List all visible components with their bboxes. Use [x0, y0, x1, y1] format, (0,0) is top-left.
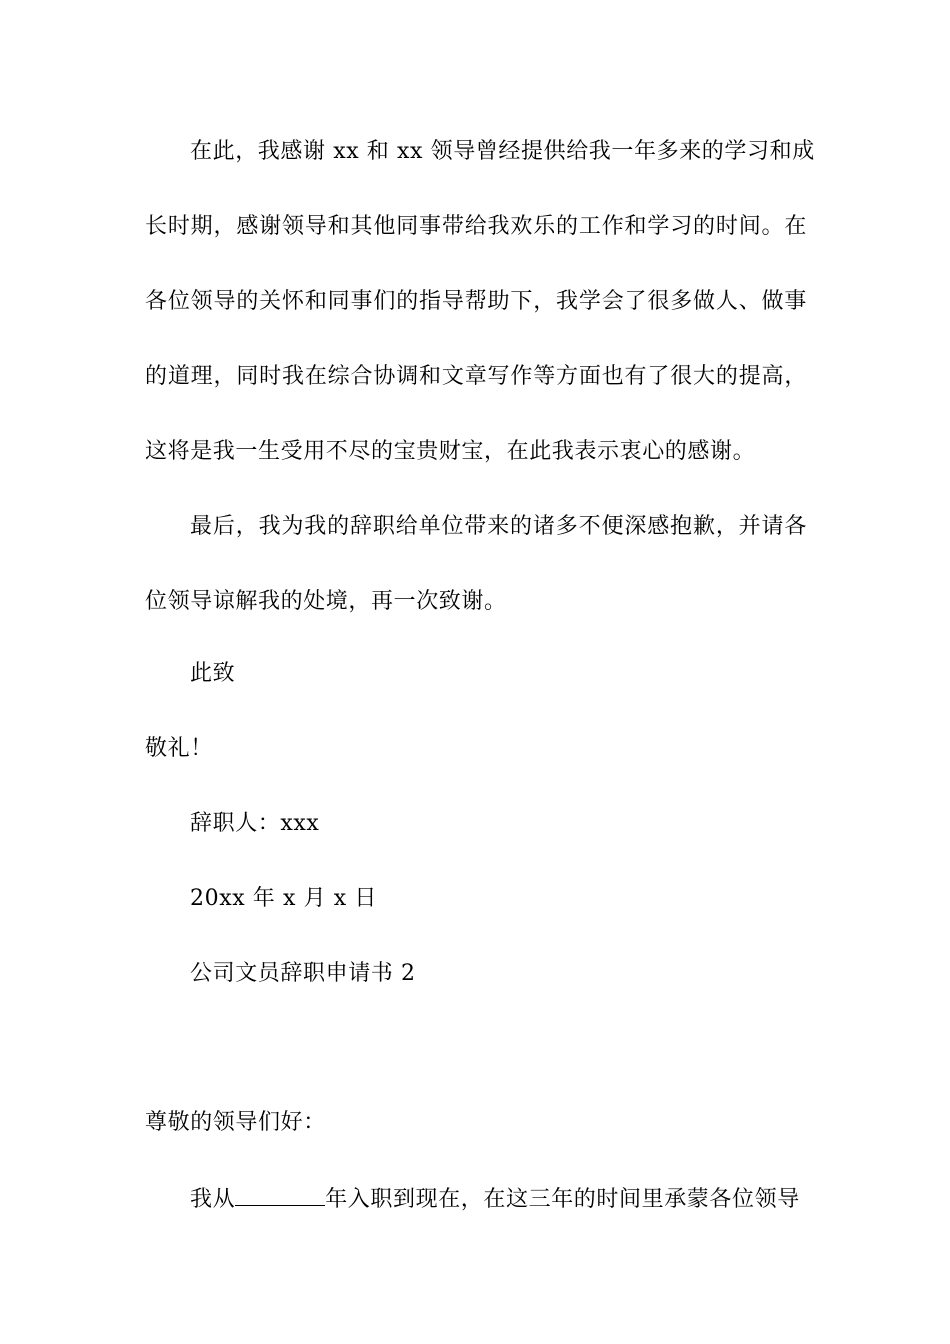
paragraph-1-line-4: 的道理，同时我在综合协调和文章写作等方面也有了很大的提高，: [145, 364, 807, 389]
closing-jing-li: 敬礼！: [145, 736, 213, 761]
letter-first-line: [190, 1183, 807, 1215]
date: 20xx 年 x 月 x 日: [190, 886, 377, 911]
paragraph-1-line-3: 各位领导的关怀和同事们的指导帮助下，我学会了很多做人、做事: [145, 289, 807, 314]
next-document-title: 公司文员辞职申请书 2: [190, 961, 416, 986]
letter-first-line-start: 我从: [190, 1187, 236, 1212]
paragraph-1-line-1: 在此，我感谢 xx 和 xx 领导曾经提供给我一年多来的学习和成: [190, 139, 815, 164]
paragraph-1-line-5: 这将是我一生受用不尽的宝贵财宝，在此我表示衷心的感谢。: [145, 439, 756, 464]
fill-in-blank: [235, 1183, 325, 1206]
paragraph-2-line-1: 最后，我为我的辞职给单位带来的诸多不便深感抱歉，并请各: [190, 514, 807, 539]
signer: 辞职人：xxx: [190, 811, 320, 836]
salutation: 尊敬的领导们好：: [145, 1110, 326, 1135]
paragraph-1-line-2: 长时期，感谢领导和其他同事带给我欢乐的工作和学习的时间。在: [145, 214, 807, 239]
paragraph-2-line-2: 位领导谅解我的处境，再一次致谢。: [145, 589, 507, 614]
letter-first-line-end: 年入职到现在，在这三年的时间里承蒙各位领导: [325, 1187, 800, 1212]
closing-ci-zhi: 此致: [190, 661, 236, 686]
